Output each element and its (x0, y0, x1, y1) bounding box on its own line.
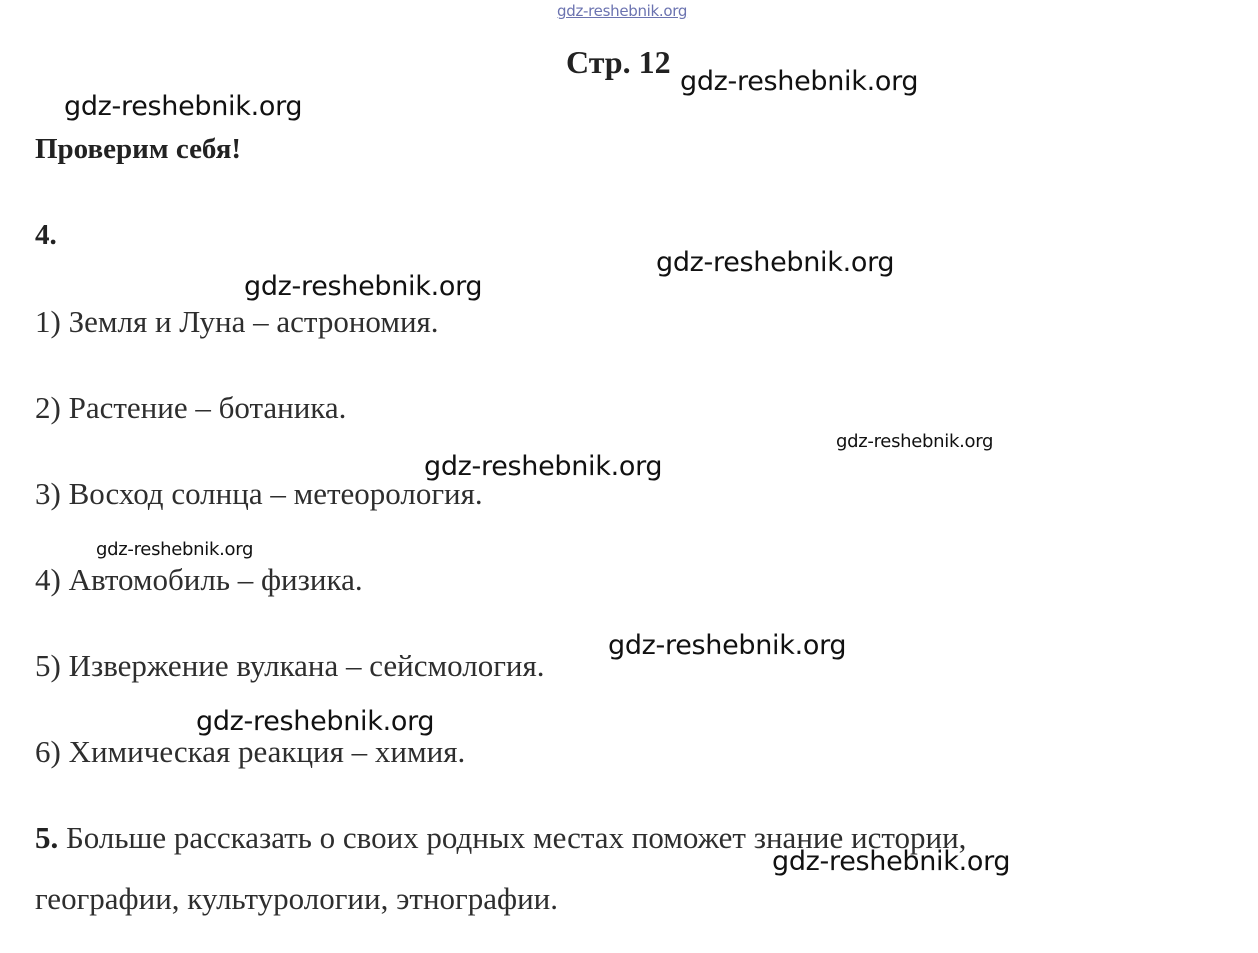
watermark: gdz-reshebnik.org (64, 91, 303, 122)
watermark: gdz-reshebnik.org (424, 451, 663, 482)
watermark: gdz-reshebnik.org (608, 630, 847, 661)
answer-item: 5) Извержение вулкана – сейсмология. (35, 648, 545, 683)
page-title: Стр. 12 (566, 44, 671, 80)
answer-item: 6) Химическая реакция – химия. (35, 734, 466, 769)
top-watermark-link[interactable]: gdz-reshebnik.org (557, 2, 688, 20)
task-5-line-2: географии, культурологии, этнографии. (35, 881, 559, 916)
watermark: gdz-reshebnik.org (836, 431, 994, 452)
watermark: gdz-reshebnik.org (196, 706, 435, 737)
watermark: gdz-reshebnik.org (656, 247, 895, 278)
answer-item: 2) Растение – ботаника. (35, 390, 347, 425)
watermark: gdz-reshebnik.org (244, 271, 483, 302)
task-5-number: 5. (35, 820, 59, 855)
watermark: gdz-reshebnik.org (680, 66, 919, 97)
answer-item: 3) Восход солнца – метеорология. (35, 476, 483, 511)
watermark: gdz-reshebnik.org (772, 846, 1011, 877)
answer-item: 1) Земля и Луна – астрономия. (35, 304, 439, 339)
section-heading: Проверим себя! (35, 133, 242, 165)
watermark: gdz-reshebnik.org (96, 539, 254, 560)
task-4-number: 4. (35, 219, 57, 251)
answer-item: 4) Автомобиль – физика. (35, 562, 363, 597)
task-5-text: Больше рассказать о своих родных местах поможет знание истории, (58, 820, 967, 855)
